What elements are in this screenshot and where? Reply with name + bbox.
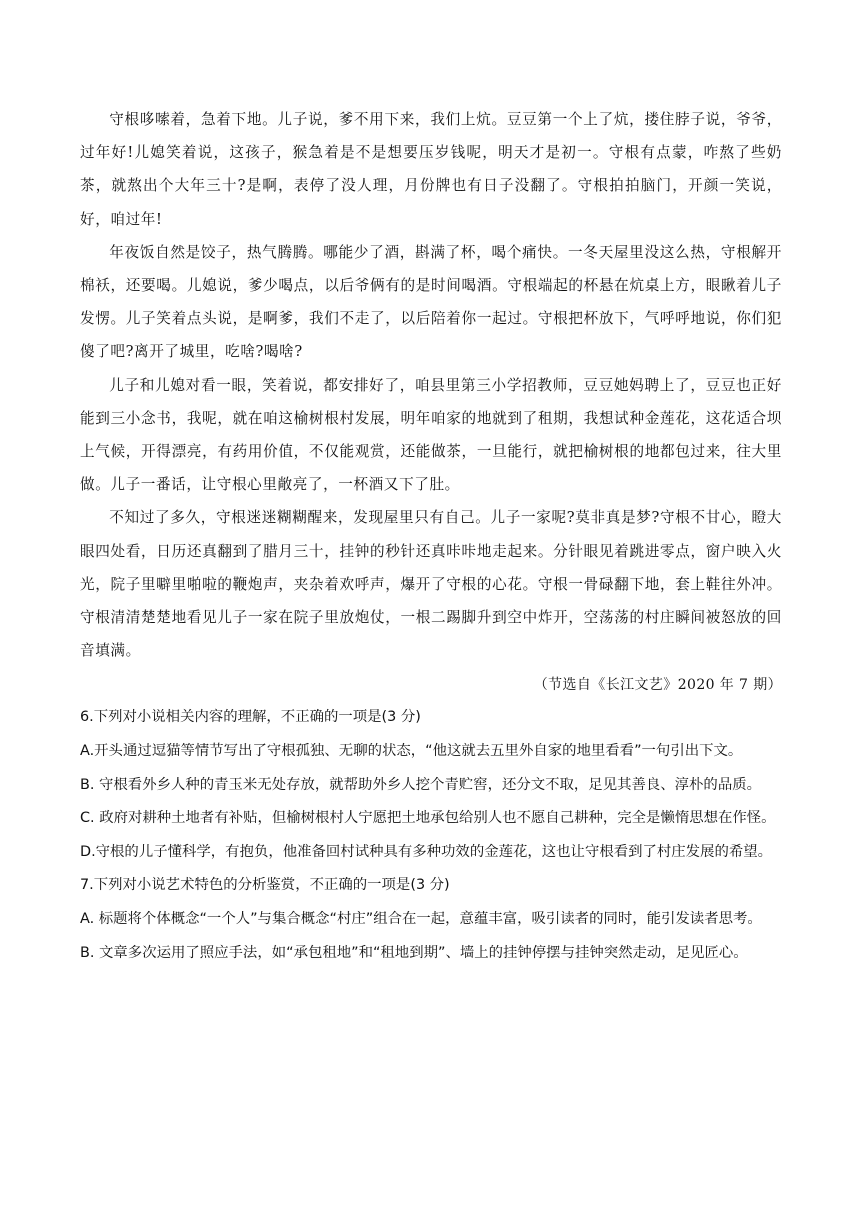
question-6-option-b: B. 守根看外乡人种的青玉米无处存放，就帮助外乡人挖个青贮窖，还分文不取，足见其善良、淳朴的品质。 <box>80 776 761 793</box>
question-6-option-d: D.守根的儿子懂科学，有抱负，他准备回村试种具有多种功效的金莲花，这也让守根看到了村庄发展的希望。 <box>80 843 773 860</box>
question-7 <box>80 869 782 970</box>
story-paragraph-4: 不知过了多久，守根迷迷糊糊醒来，发现屋里只有自己。儿子一家呢?莫非真是梦?守根不甘心，瞪大眼四处看，日历还真翻到了腊月三十，挂钟的秒针还真咔咔地走起来。分针眼见着跳进零点，窗户映入火光，院子里噼里啪啦的鞭炮声，夹杂着欢呼声，爆开了守根的心花。守根一骨碌翻下地，套上鞋往外冲。守根清清楚楚地看见儿子一家在院子里放炮仗，一根二踢脚升到空中炸开，空荡荡的村庄瞬间被怒放的回音填满。 <box>80 509 782 660</box>
question-7-stem: 7.下列对小说艺术特色的分析鉴赏，不正确的一项是(3 分) <box>80 877 450 894</box>
story-paragraph-2: 年夜饭自然是饺子，热气腾腾。哪能少了酒，斟满了杯，喝个痛快。一冬天屋里没这么热，守根解开棉袄，还要喝。儿媳说，爹少喝点，以后爷俩有的是时间喝酒。守根端起的杯悬在炕桌上方，眼瞅着儿子发愣。儿子笑着点头说，是啊爹，我们不走了，以后陪着你一起过。守根把杯放下，气呼呼地说，你们犯傻了吧?离开了城里，吃啥?喝啥? <box>80 243 782 361</box>
question-7-option-a: A. 标题将个体概念“一个人”与集合概念“村庄”组合在一起，意蕴丰富，吸引读者的同时，能引发读者思考。 <box>80 911 762 928</box>
question-6-option-a: A.开头通过逗猫等情节写出了守根孤独、无聊的状态，“他这就去五里外自家的地里看看”一句引出下文。 <box>80 743 743 760</box>
question-7-option-b: B. 文章多次运用了照应手法，如“承包租地”和“租地到期”、墙上的挂钟停摆与挂钟突然走动，足见匠心。 <box>80 944 748 961</box>
story-paragraph-3: 儿子和儿媳对看一眼，笑着说，都安排好了，咱县里第三小学招教师，豆豆她妈聘上了，豆豆也正好能到三小念书，我呢，就在咱这榆树根村发展，明年咱家的地就到了租期，我想试种金莲花，这花适合坝上气候，开得漂亮，有药用价值，不仅能观赏，还能做茶，一旦能行，就把榆树根的地都包过来，往大里做。儿子一番话，让守根心里敞亮了，一杯酒又下了肚。 <box>80 376 782 494</box>
question-6 <box>80 701 782 869</box>
source-citation: （节选自《长江文艺》2020 年 7 期） <box>533 677 782 694</box>
question-6-option-c: C. 政府对耕种土地者有补贴，但榆树根村人宁愿把土地承包给别人也不愿自己耕种，完全是懒惰思想在作怪。 <box>80 810 776 827</box>
question-6-stem: 6.下列对小说相关内容的理解，不正确的一项是(3 分) <box>80 709 421 726</box>
document-page <box>80 103 782 970</box>
story-paragraph-1: 守根哆嗦着，急着下地。儿子说，爹不用下来，我们上炕。豆豆第一个上了炕，搂住脖子说，爷爷，过年好!儿媳笑着说，这孩子，猴急着是不是想要压岁钱呢，明天才是初一。守根有点蒙，咋熬了些奶茶，就熬出个大年三十?是啊，表停了没人理，月份牌也有日子没翻了。守根拍拍脑门，开颜一笑说，好，咱过年! <box>80 111 782 228</box>
